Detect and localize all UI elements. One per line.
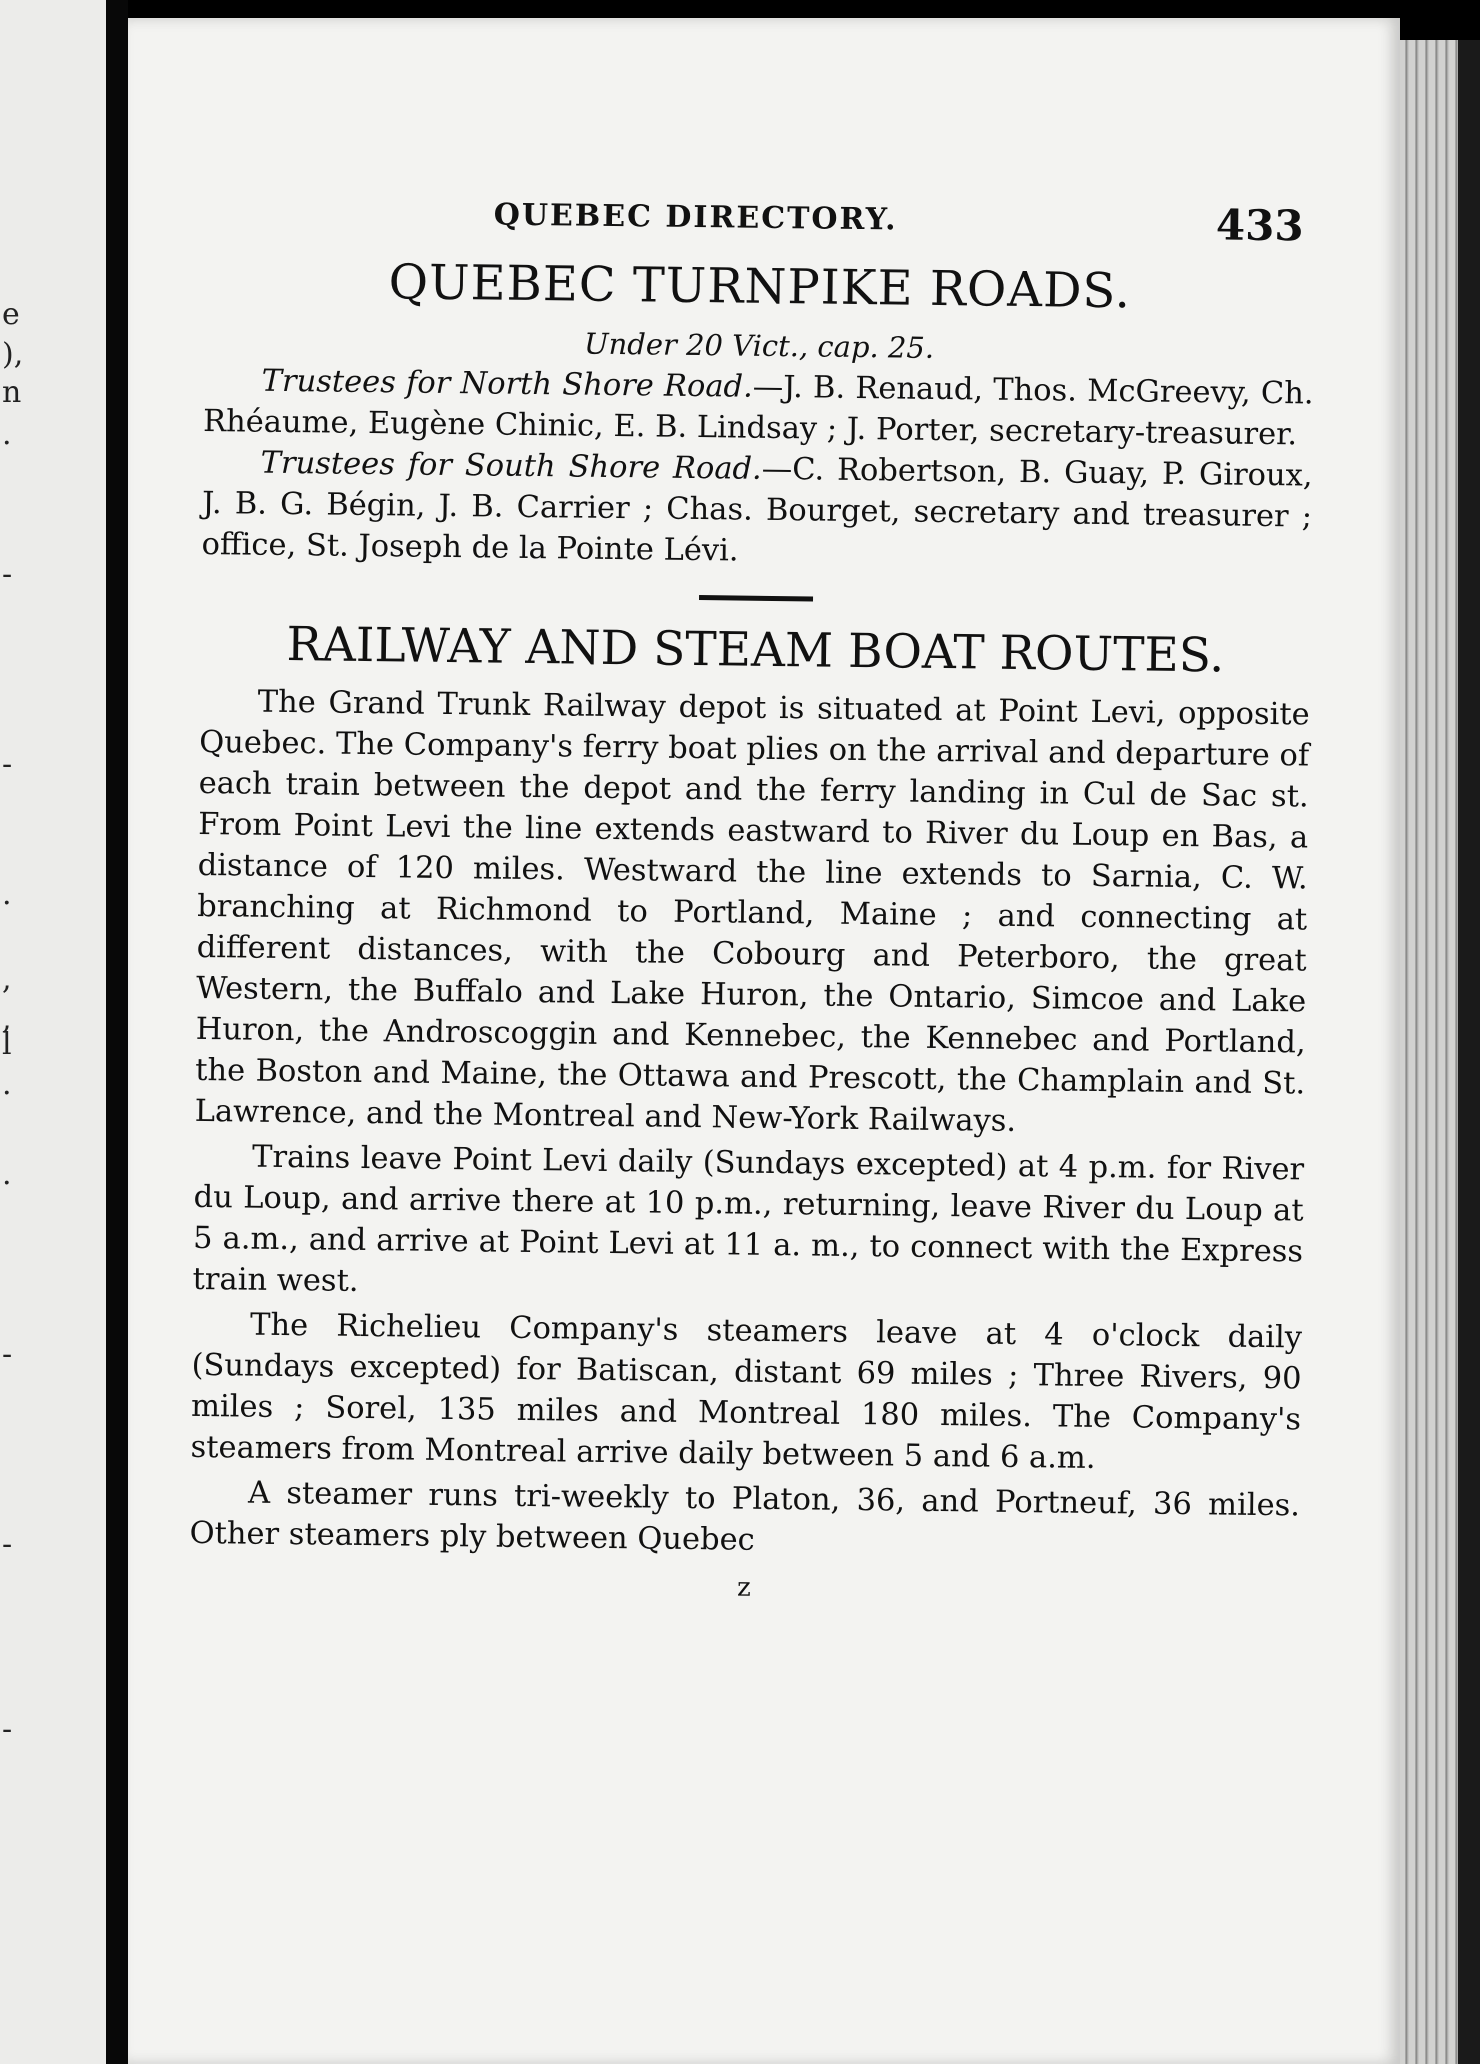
left-page-fragment: ), xyxy=(2,337,24,372)
running-title: QUEBEC DIRECTORY. xyxy=(493,197,898,238)
left-page-fragment: . xyxy=(2,1157,12,1192)
page-stack-edges xyxy=(1400,40,1480,2064)
turnpike-roads-section xyxy=(201,252,1315,579)
left-page-fragment: . xyxy=(2,877,12,912)
north-shore-text: —J. B. Renaud, Thos. McGreevy, Ch. Rhéaume, Eugène Chinic, E. B. Lindsay ; J. Porter, secretary-treasurer. xyxy=(202,369,1314,453)
south-shore-trustees xyxy=(201,442,1312,579)
left-page-fragment: - xyxy=(2,747,13,782)
left-page-fragment: - xyxy=(2,1712,13,1747)
south-shore-label: Trustees for South Shore Road. xyxy=(260,445,762,487)
turnpike-roads-heading: QUEBEC TURNPIKE ROADS. xyxy=(388,254,1132,320)
left-page-fragment: l xyxy=(2,1027,12,1062)
train-schedule-paragraph: Trains leave Point Levi daily (Sundays excepted) at 4 p.m. for River du Loup, and arrive there at 10 p.m., returning, leave River du Loup at 5 a.m., and arrive at Point Levi at 11 a. m., to connect with the Express train west. xyxy=(192,1139,1305,1299)
section-divider xyxy=(699,595,813,601)
left-page-fragment: - xyxy=(2,557,13,592)
grand-trunk-paragraph: The Grand Trunk Railway depot is situated at Point Levi, opposite Quebec. The Company's ferry boat plies on the arrival and departure of each train between the depot and the ferry landing in Cul de Sac st. From Point Levi the line extends eastward to River du Loup en Bas, a distance of 120 miles. Westward the line extends to Sarnia, C. W. branching at Richmond to Portland, Maine ; and connecting at different distances, with the Cobourg and Peterboro, the great Western, the Buffalo and Lake Huron, the Ontario, Simcoe and Lake Huron, the Androscoggin and Kennebec, the Kennebec and Portland, the Boston and Maine, the Ottawa and Prescott, the Champlain and St. Lawrence, and the Montreal and New-York Railways. xyxy=(194,684,1310,1139)
running-head xyxy=(205,188,1316,262)
north-shore-trustees xyxy=(203,360,1314,456)
signature-mark: z xyxy=(736,1572,751,1603)
book-edge-shadow xyxy=(1458,40,1480,2064)
page-number: 433 xyxy=(1215,200,1304,251)
railway-routes-section xyxy=(189,616,1310,1567)
book-page xyxy=(128,18,1400,2064)
left-page-fragment: e xyxy=(2,297,20,332)
page-text-block xyxy=(189,188,1316,1609)
tri-weekly-steamer-paragraph: A steamer runs tri-weekly to Platon, 36, and Portneuf, 36 miles. Other steamers ply between Quebec xyxy=(189,1475,1301,1558)
railway-routes-heading: RAILWAY AND STEAM BOAT ROUTES. xyxy=(286,617,1225,684)
north-shore-label: Trustees for North Shore Road. xyxy=(261,363,753,405)
previous-page-edge xyxy=(0,0,106,2064)
left-page-fragment: n xyxy=(2,375,22,410)
left-page-fragment: , xyxy=(2,962,12,997)
left-page-fragment: . xyxy=(2,1067,12,1102)
left-page-fragment: , xyxy=(2,1002,12,1037)
statute-reference: Under 20 Vict., cap. 25. xyxy=(583,326,935,365)
book-gutter xyxy=(106,0,128,2064)
left-page-fragment: . xyxy=(2,417,12,452)
left-page-fragment: - xyxy=(2,1527,13,1562)
south-shore-text: —C. Robertson, B. Guay, P. Giroux, J. B. G. Bégin, J. B. Carrier ; Chas. Bourget, secretary and treasurer ; office, St. Joseph de la Pointe Lévi. xyxy=(201,451,1313,569)
richelieu-steamers-paragraph: The Richelieu Company's steamers leave at 4 o'clock daily (Sundays excepted) for Batiscan, distant 69 miles ; Three Rivers, 90 miles ; Sorel, 135 miles and Montreal 180 miles. The Company's steamers from Montreal arrive daily between 5 and 6 a.m. xyxy=(190,1307,1303,1476)
left-page-fragment: - xyxy=(2,1337,13,1372)
